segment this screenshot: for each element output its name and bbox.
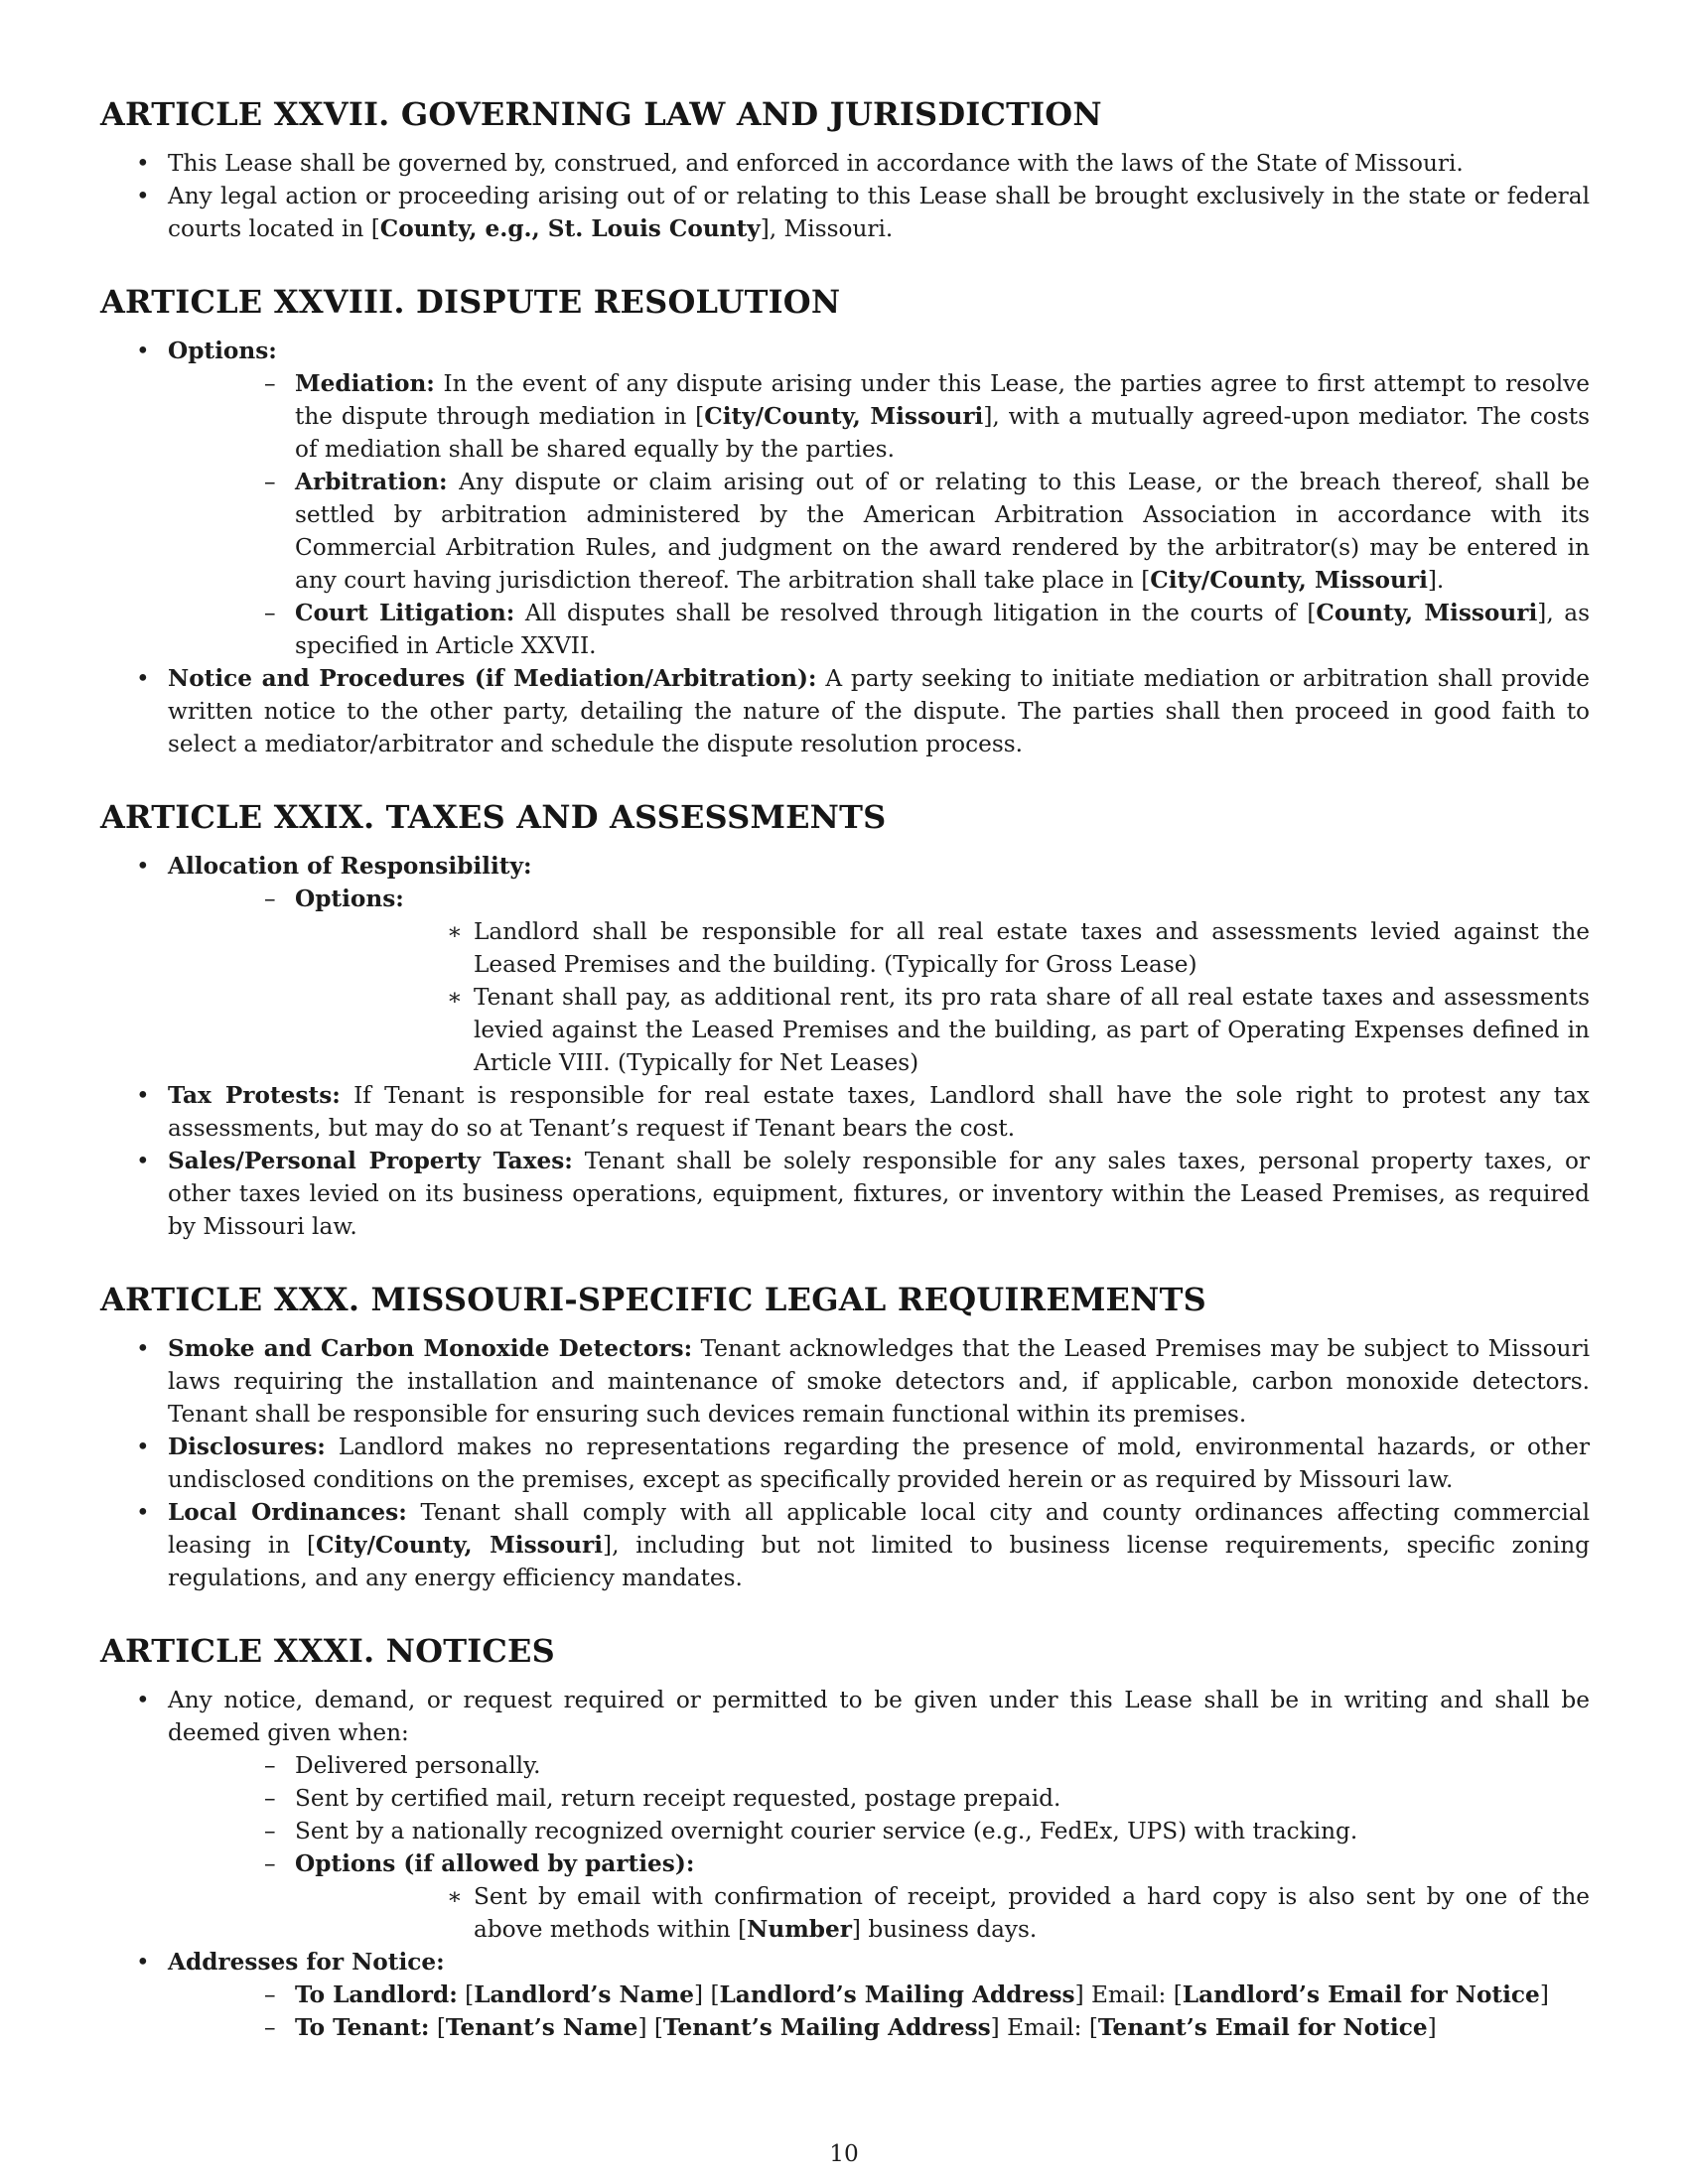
list-item [100, 1496, 1590, 1594]
article-29 [100, 794, 1590, 1243]
options-label: Options: [295, 886, 404, 912]
detectors-text: Tenant acknowledges that the Leased Premises may be subject to Missouri laws requiring the installation and maintenance of smoke detectors and, if applicable, carbon monoxide detectors. Tenant shall be responsible for ensuring such devices remain functional within its premises. [168, 1335, 1590, 1428]
page-number: 10 [829, 2140, 859, 2167]
email-option-text: Sent by email with confirmation of receipt, provided a hard copy is also sent by one of the above methods within [ [474, 1883, 1590, 1943]
arbitration-label: Arbitration: [295, 469, 448, 495]
tax-option-2-text: Tenant shall pay, as additional rent, its pro rata share of all real estate taxes and assessments levied against the Leased Premises and the building, as part of Operating Expenses defined in Article VIII. (Typically for Net Leases) [474, 984, 1590, 1076]
arbitration-text: Any dispute or claim arising out of or relating to this Lease, or the breach thereof, shall be settled by arbitration administered by the American Arbitration Association in accordance with its Commercial Arbitration Rules, and judgment on the award rendered by the arbitrator(s) may be entered in any court having jurisdiction thereof. The arbitration shall take place in [ [295, 469, 1590, 594]
method-personal: Delivered personally. [295, 1752, 541, 1779]
options-label: Options: [168, 338, 277, 364]
method-courier: Sent by a nationally recognized overnight courier service (e.g., FedEx, UPS) with tracking. [295, 1818, 1358, 1844]
arbitration-placeholder: City/County, Missouri [1150, 567, 1428, 594]
list-item [100, 180, 1590, 245]
list-item [295, 915, 1590, 981]
tax-protests-label: Tax Protests: [168, 1082, 341, 1109]
county-placeholder: County, e.g., St. Louis County [379, 215, 761, 242]
disclosures-text: Landlord makes no representations regarding the presence of mold, environmental hazards, or other undisclosed conditions on the premises, except as specifically provided herein or as required by Missouri law. [168, 1433, 1590, 1493]
article-27-heading: ARTICLE XXVII. GOVERNING LAW AND JURISDICTION [100, 95, 1102, 133]
options-allowed-label: Options (if allowed by parties): [295, 1850, 695, 1877]
tax-protests-text: If Tenant is responsible for real estate taxes, Landlord shall have the sole right to protest any tax assessments, but may do so at Tenant’s request if Tenant bears the cost. [168, 1082, 1590, 1142]
article-31 [100, 1628, 1590, 2044]
arbitration-text-end: ]. [1427, 567, 1445, 594]
to-tenant-label: To Tenant: [295, 2014, 430, 2041]
list-item [168, 1782, 1590, 1815]
article-30-list [100, 1332, 1590, 1594]
list-item [100, 335, 1590, 662]
detectors-label: Smoke and Carbon Monoxide Detectors: [168, 1335, 693, 1362]
addresses-label: Addresses for Notice: [168, 1949, 445, 1976]
list-item [100, 1145, 1590, 1243]
list-item [100, 1946, 1590, 2044]
addresses-sublist [168, 1979, 1590, 2044]
article-29-heading: ARTICLE XXIX. TAXES AND ASSESSMENTS [100, 798, 887, 836]
notice-procedures-text: A party seeking to initiate mediation or arbitration shall provide written notice to the other party, detailing the nature of the dispute. The parties shall then proceed in good faith to select a mediator/arbitrator and schedule the dispute resolution process. [168, 665, 1591, 757]
notice-procedures-label: Notice and Procedures (if Mediation/Arbitration): [168, 665, 817, 692]
list-item [100, 1431, 1590, 1496]
list-item [168, 1749, 1590, 1782]
article-27-list [100, 147, 1590, 245]
tenant-email-label: Email: [1007, 2014, 1082, 2041]
delivery-methods-sublist [168, 1749, 1590, 1946]
article-30-heading: ARTICLE XXX. MISSOURI-SPECIFIC LEGAL REQUIREMENTS [100, 1281, 1206, 1318]
list-item [168, 1847, 1590, 1946]
list-item [100, 147, 1590, 180]
city-county-placeholder: City/County, Missouri [316, 1532, 604, 1559]
page-content [100, 91, 1590, 2078]
landlord-name-placeholder: Landlord’s Name [474, 1981, 695, 2008]
tenant-email-placeholder: Tenant’s Email for Notice [1097, 2014, 1428, 2041]
article-30 [100, 1277, 1590, 1594]
court-litigation-text: All disputes shall be resolved through litigation in the courts of [ [514, 600, 1317, 626]
to-landlord-label: To Landlord: [295, 1981, 458, 2008]
local-ordinances-label: Local Ordinances: [168, 1499, 407, 1526]
landlord-email-label: Email: [1090, 1981, 1167, 2008]
options-sublist [168, 367, 1590, 662]
jurisdiction-text-end: ], Missouri. [760, 215, 894, 242]
list-item: – To Tenant: [Tenant’s Name] [Tenant’s Mailing Address] Email: [Tenant’s Email for Notice] [168, 2011, 1590, 2044]
sales-taxes-label: Sales/Personal Property Taxes: [168, 1148, 573, 1174]
court-litigation-label: Court Litigation: [295, 600, 515, 626]
article-31-heading: ARTICLE XXXI. NOTICES [100, 1632, 555, 1670]
list-item [295, 1880, 1590, 1946]
court-placeholder: County, Missouri [1316, 600, 1538, 626]
jurisdiction-text: Any legal action or proceeding arising out of or relating to this Lease shall be brought exclusively in the state or federal courts located in [ [168, 183, 1590, 242]
article-28-list [100, 335, 1590, 760]
list-item [295, 981, 1590, 1079]
article-28-heading: ARTICLE XXVIII. DISPUTE RESOLUTION [100, 283, 841, 321]
list-item [168, 883, 1590, 1079]
list-item [100, 1079, 1590, 1145]
list-item [100, 850, 1590, 1079]
tax-options-sublist [295, 915, 1590, 1079]
article-29-list [100, 850, 1590, 1243]
governing-law-text: This Lease shall be governed by, construed, and enforced in accordance with the laws of the State of Missouri. [168, 150, 1464, 177]
list-item [168, 597, 1590, 662]
tenant-name-placeholder: Tenant’s Name [445, 2014, 638, 2041]
allocation-sublist [168, 883, 1590, 1079]
tax-option-1-text: Landlord shall be responsible for all real estate taxes and assessments levied against the Leased Premises and the building. (Typically for Gross Lease) [474, 918, 1590, 978]
list-item [168, 466, 1590, 597]
mediation-text-end: ], with a mutually agreed-upon mediator. The costs of mediation shall be shared equally by the parties. [295, 403, 1590, 463]
notice-intro-text: Any notice, demand, or request required or permitted to be given under this Lease shall be in writing and shall be deemed given when: [168, 1687, 1590, 1746]
mediation-placeholder: City/County, Missouri [704, 403, 984, 430]
list-item [100, 1332, 1590, 1431]
sales-taxes-text: Tenant shall be solely responsible for any sales taxes, personal property taxes, or other taxes levied on its business operations, equipment, fixtures, or inventory within the Leased Premises, as required by Missouri law. [168, 1148, 1591, 1240]
local-ordinances-text: Tenant shall comply with all applicable local city and county ordinances affecting commercial leasing in [ [168, 1499, 1590, 1559]
list-item [168, 367, 1590, 466]
list-item [168, 1815, 1590, 1847]
mediation-label: Mediation: [295, 370, 435, 397]
mediation-text: In the event of any dispute arising under this Lease, the parties agree to first attempt to resolve the dispute through mediation in [ [295, 370, 1590, 430]
number-placeholder: Number [747, 1916, 852, 1943]
email-option-text-end: ] business days. [851, 1916, 1038, 1943]
method-certified-mail: Sent by certified mail, return receipt requested, postage prepaid. [295, 1785, 1061, 1812]
list-item [100, 662, 1590, 760]
tenant-address-placeholder: Tenant’s Mailing Address [662, 2014, 991, 2041]
disclosures-label: Disclosures: [168, 1433, 326, 1460]
allocation-label: Allocation of Responsibility: [168, 853, 532, 880]
landlord-address-placeholder: Landlord’s Mailing Address [719, 1981, 1075, 2008]
article-28 [100, 279, 1590, 760]
email-option-sublist [295, 1880, 1590, 1946]
article-27 [100, 91, 1590, 245]
landlord-email-placeholder: Landlord’s Email for Notice [1182, 1981, 1540, 2008]
local-ordinances-text-end: ], including but not limited to business license requirements, specific zoning regulations, and any energy efficiency mandates. [168, 1532, 1590, 1591]
court-litigation-text-end: ], as specified in Article XXVII. [295, 600, 1590, 659]
list-item: – To Landlord: [Landlord’s Name] [Landlord’s Mailing Address] Email: [Landlord’s Email for Notice] [168, 1979, 1590, 2011]
list-item [100, 1684, 1590, 1946]
article-31-list [100, 1684, 1590, 2044]
